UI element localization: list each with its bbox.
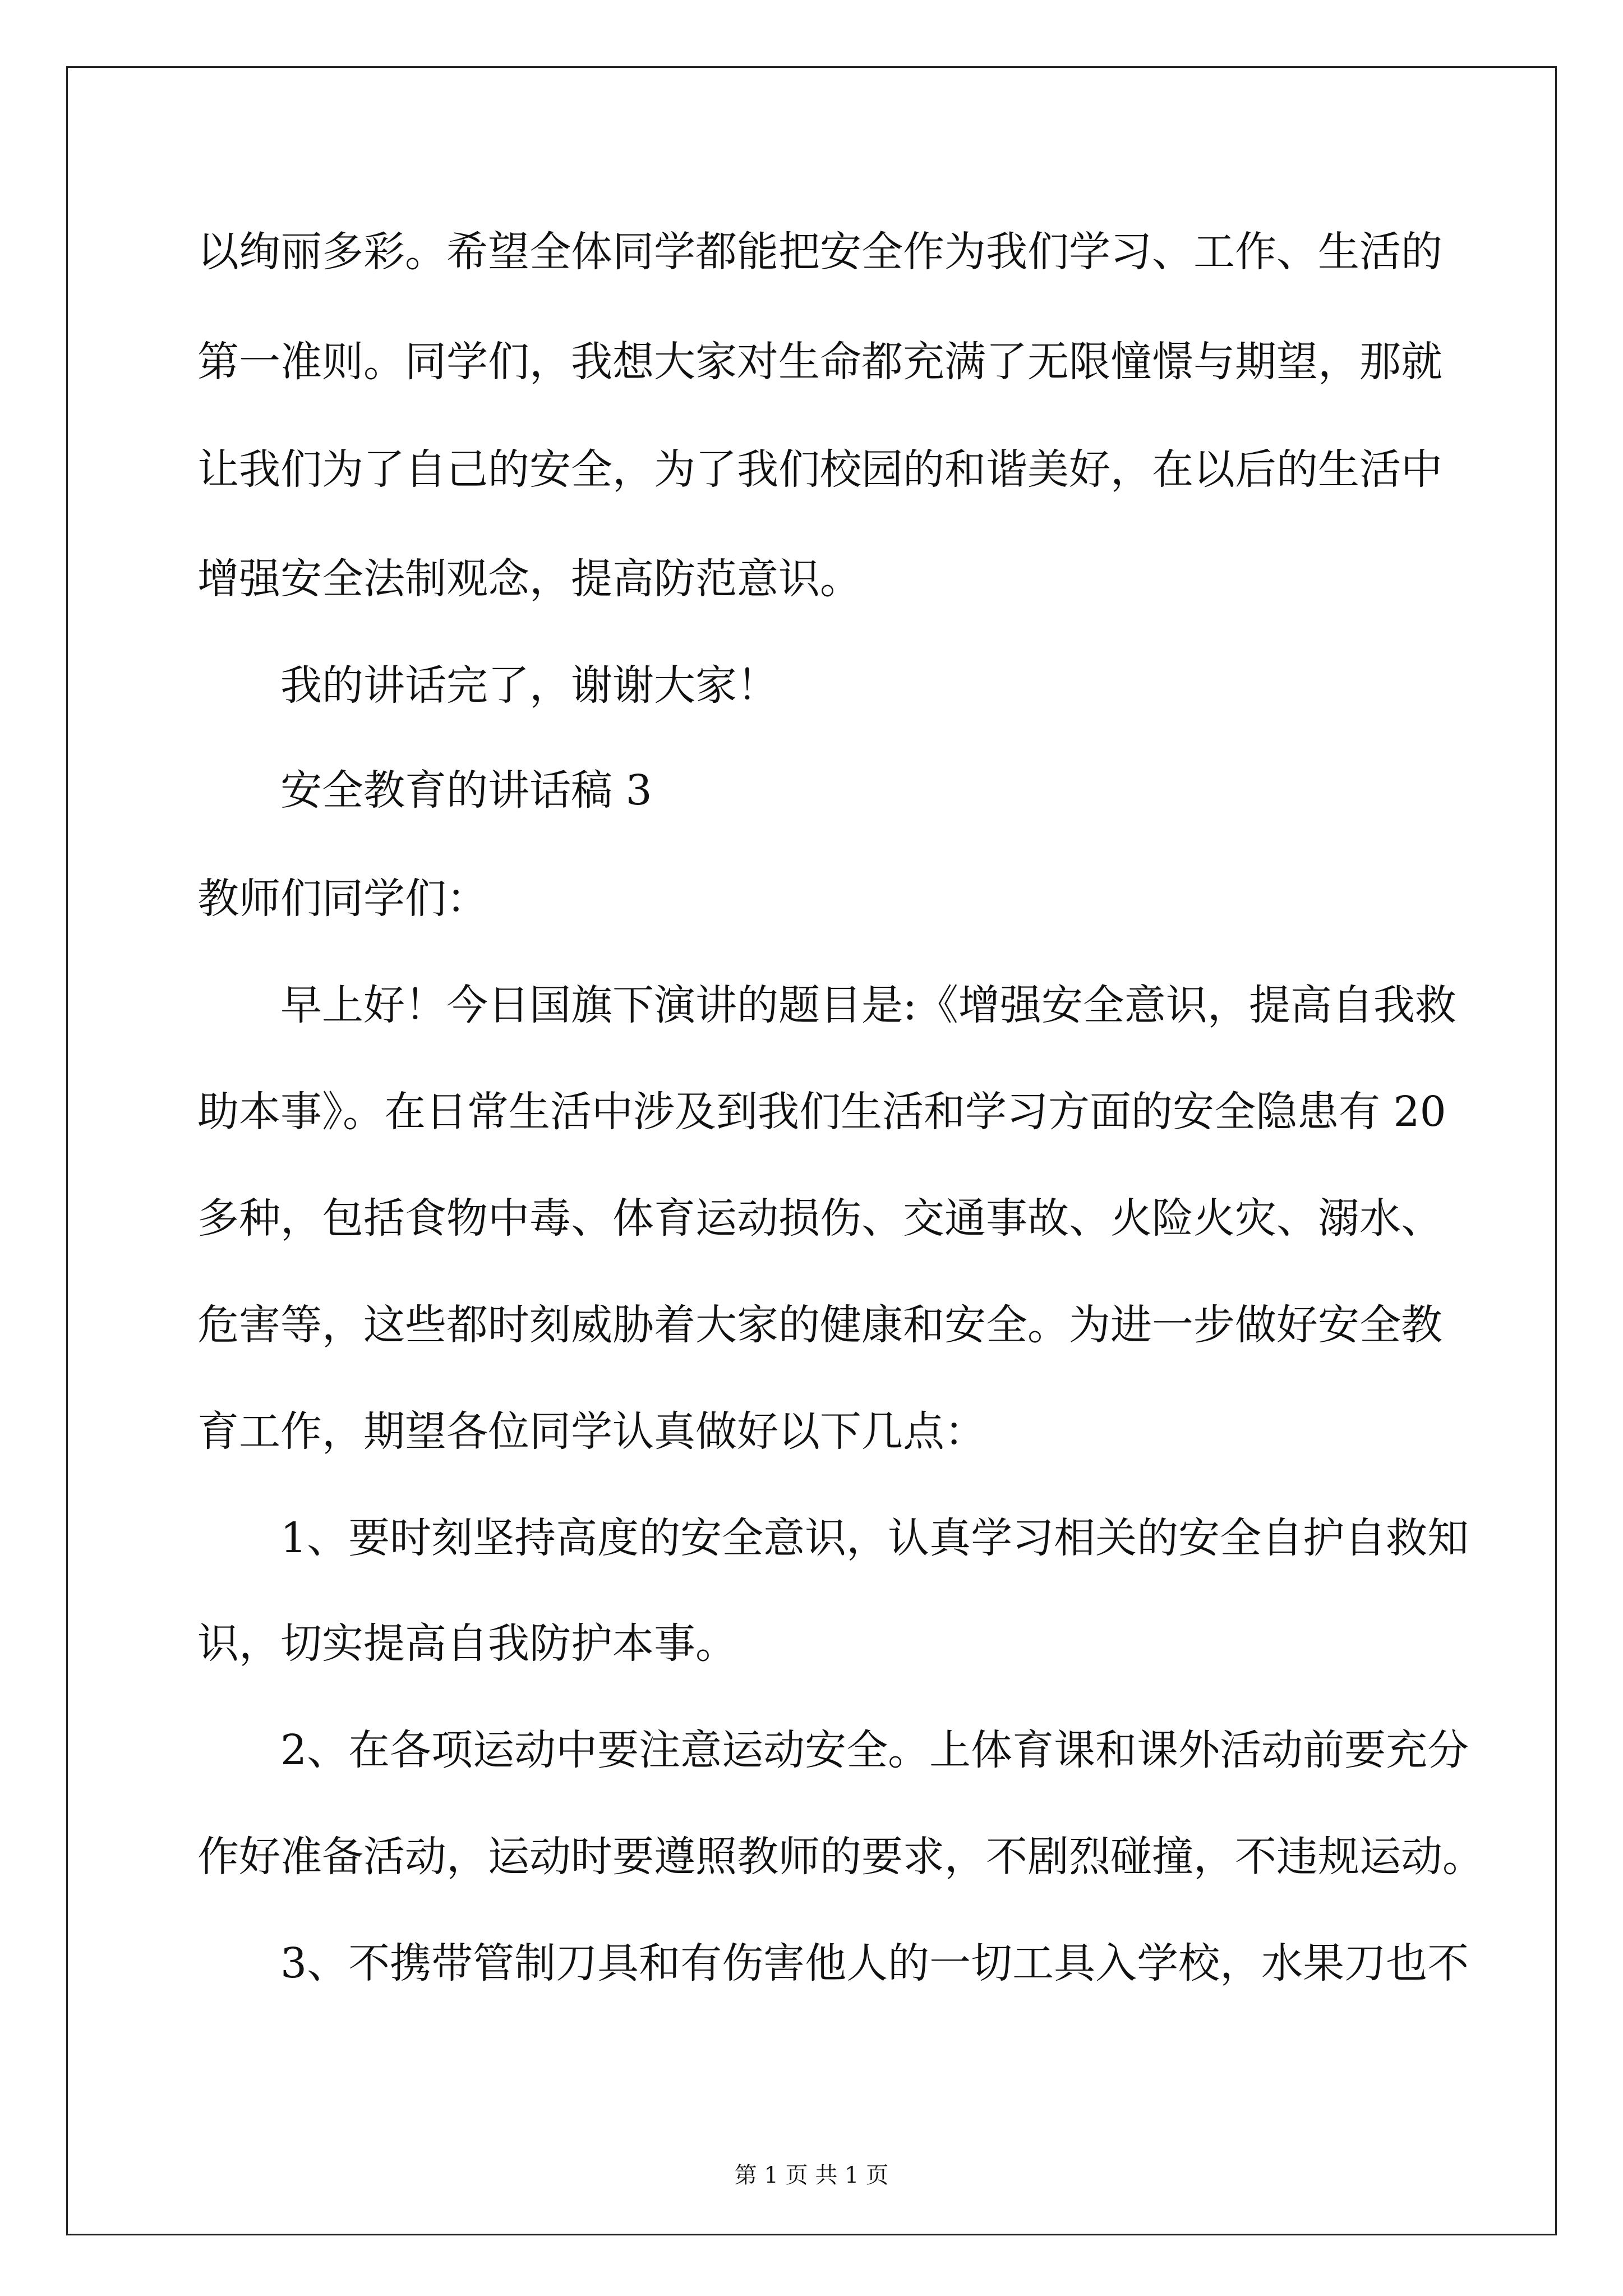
text-line: 作好准备活动，运动时要遵照教师的要求，不剧烈碰撞，不违规运动。: [197, 1833, 1484, 1881]
text-line: 增强安全法制观念，提高防范意识。: [197, 555, 861, 603]
text-line: 让我们为了自己的安全，为了我们校园的和谐美好，在以后的生活中: [197, 445, 1442, 494]
text-line: 育工作，期望各位同学认真做好以下几点：: [197, 1407, 986, 1456]
section-heading: 安全教育的讲话稿 3: [280, 766, 652, 815]
text-line: 2、在各项运动中要注意运动安全。上体育课和课外活动前要充分: [280, 1726, 1469, 1774]
text-line: 助本事》。在日常生活中涉及到我们生活和学习方面的安全隐患有 20: [197, 1088, 1446, 1136]
salutation: 教师们同学们：: [197, 875, 488, 923]
text-line: 早上好！今日国旗下演讲的题目是:《增强安全意识，提高自我救: [280, 981, 1456, 1029]
text-line: 识，切实提高自我防护本事。: [197, 1619, 737, 1668]
text-line: 危害等，这些都时刻威胁着大家的健康和安全。为进一步做好安全教: [197, 1301, 1442, 1349]
text-line: 3、不携带管制刀具和有伤害他人的一切工具入学校，水果刀也不: [280, 1939, 1469, 1987]
text-line: 以绚丽多彩。希望全体同学都能把安全作为我们学习、工作、生活的: [197, 228, 1442, 276]
text-line: 多种，包括食物中毒、体育运动损伤、交通事故、火险火灾、溺水、: [197, 1194, 1442, 1243]
text-line: 我的讲话完了，谢谢大家！: [280, 661, 778, 710]
text-line: 第一准则。同学们，我想大家对生命都充满了无限憧憬与期望，那就: [197, 338, 1442, 386]
text-line: 1、要时刻坚持高度的安全意识，认真学习相关的安全自护自救知: [280, 1514, 1469, 1562]
page-border: [66, 66, 1557, 2235]
page-footer: 第 1 页 共 1 页: [734, 2162, 889, 2188]
